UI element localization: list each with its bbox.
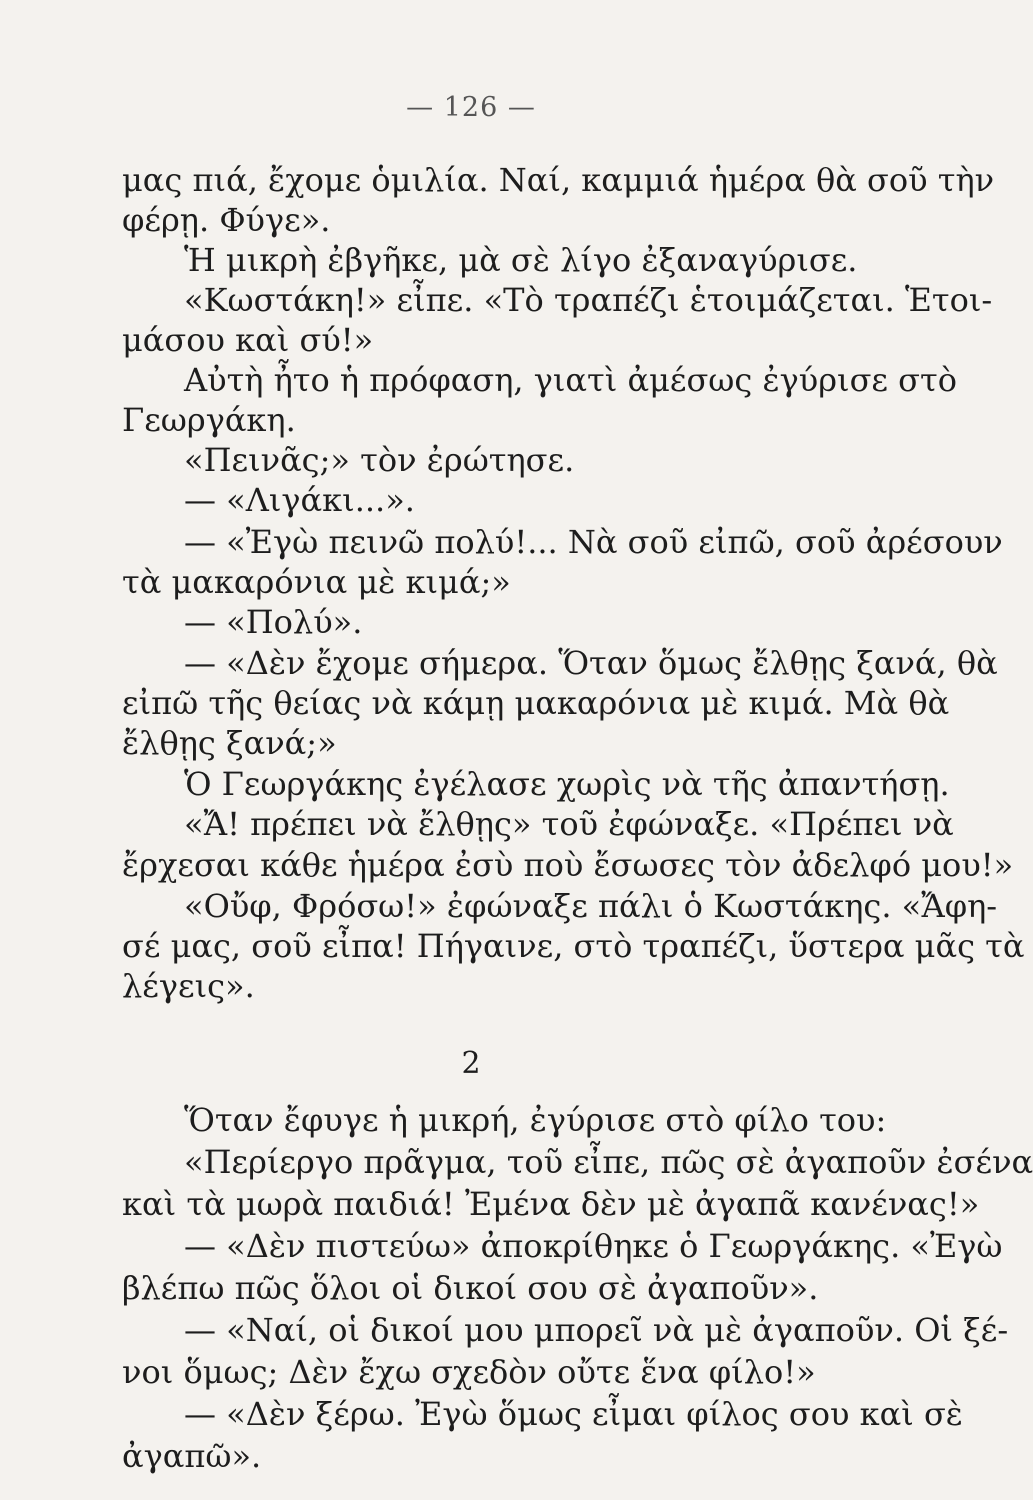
text-line: τὰ μακαρόνια μὲ κιμά;» bbox=[122, 563, 511, 601]
text-line: «Ἄ! πρέπει νὰ ἔλθῃς» τοῦ ἐφώναξε. «Πρέπει νὰ bbox=[184, 805, 954, 843]
text-line: ἀγαπῶ». bbox=[122, 1437, 262, 1475]
text-line: «Πεινᾶς;» τὸν ἐρώτησε. bbox=[184, 441, 575, 479]
text-line: Ὁ Γεωργάκης ἐγέλασε χωρὶς νὰ τῆς ἀπαντήσῃ. bbox=[184, 765, 950, 803]
text-line: — «Ναί, οἱ δικοί μου μπορεῖ νὰ μὲ ἀγαποῦν. Οἱ ξέ- bbox=[184, 1311, 1009, 1349]
text-line: «Οὔφ, Φρόσω!» ἐφώναξε πάλι ὁ Κωστάκης. «Ἄφη- bbox=[184, 887, 998, 925]
text-line: — «Δὲν πιστεύω» ἀποκρίθηκε ὁ Γεωργάκης. «Ἐγὼ bbox=[184, 1227, 1003, 1265]
text-line: εἰπῶ τῆς θείας νὰ κάμῃ μακαρόνια μὲ κιμά. Μὰ θὰ bbox=[122, 684, 950, 722]
text-line: Ἡ μικρὴ ἐβγῆκε, μὰ σὲ λίγο ἐξαναγύρισε. bbox=[184, 241, 858, 279]
text-line: καὶ τὰ μωρὰ παιδιά! Ἐμένα δὲν μὲ ἀγαπᾶ κανένας!» bbox=[122, 1185, 980, 1223]
text-line: — «Δὲν ξέρω. Ἐγὼ ὅμως εἶμαι φίλος σου καὶ σὲ bbox=[184, 1395, 963, 1433]
text-line: — «Δὲν ἔχομε σήμερα. Ὅταν ὅμως ἔλθῃς ξανά, θὰ bbox=[184, 644, 998, 682]
text-line: φέρῃ. Φύγε». bbox=[122, 201, 331, 239]
text-line: λέγεις». bbox=[122, 967, 255, 1005]
text-line: μας πιά, ἔχομε ὁμιλία. Ναί, καμμιά ἡμέρα θὰ σοῦ τὴν bbox=[122, 161, 995, 199]
page-number: — 126 — bbox=[406, 92, 536, 123]
text-line: «Περίεργο πρᾶγμα, τοῦ εἶπε, πῶς σὲ ἀγαποῦν ἐσένα bbox=[184, 1143, 1033, 1181]
text-line: σέ μας, σοῦ εἶπα! Πήγαινε, στὸ τραπέζι, ὕστερα μᾶς τὰ bbox=[122, 927, 1025, 965]
text-line: βλέπω πῶς ὅλοι οἱ δικοί σου σὲ ἀγαποῦν». bbox=[122, 1269, 819, 1307]
text-line: μάσου καὶ σύ!» bbox=[122, 321, 374, 359]
section-number: 2 bbox=[461, 1046, 481, 1081]
text-line: — «Λιγάκι...». bbox=[184, 481, 415, 519]
text-line: — «Ἐγὼ πεινῶ πολύ!... Νὰ σοῦ εἰπῶ, σοῦ ἀρέσουν bbox=[184, 523, 1003, 561]
text-line: — «Πολύ». bbox=[184, 603, 363, 641]
text-line: ἔλθῃς ξανά;» bbox=[122, 724, 337, 762]
text-line: Ὅταν ἔφυγε ἡ μικρή, ἐγύρισε στὸ φίλο του: bbox=[184, 1101, 887, 1139]
text-line: Αὐτὴ ἦτο ἡ πρόφαση, γιατὶ ἀμέσως ἐγύρισε στὸ bbox=[184, 361, 957, 399]
text-line: «Κωστάκη!» εἶπε. «Τὸ τραπέζι ἑτοιμάζεται. Ἑτοι- bbox=[184, 281, 993, 319]
text-line: Γεωργάκη. bbox=[122, 401, 296, 439]
text-line: ἔρχεσαι κάθε ἡμέρα ἐσὺ ποὺ ἔσωσες τὸν ἀδελφό μου!» bbox=[122, 846, 1014, 884]
text-line: νοι ὅμως; Δὲν ἔχω σχεδὸν οὔτε ἕνα φίλο!» bbox=[122, 1353, 816, 1391]
